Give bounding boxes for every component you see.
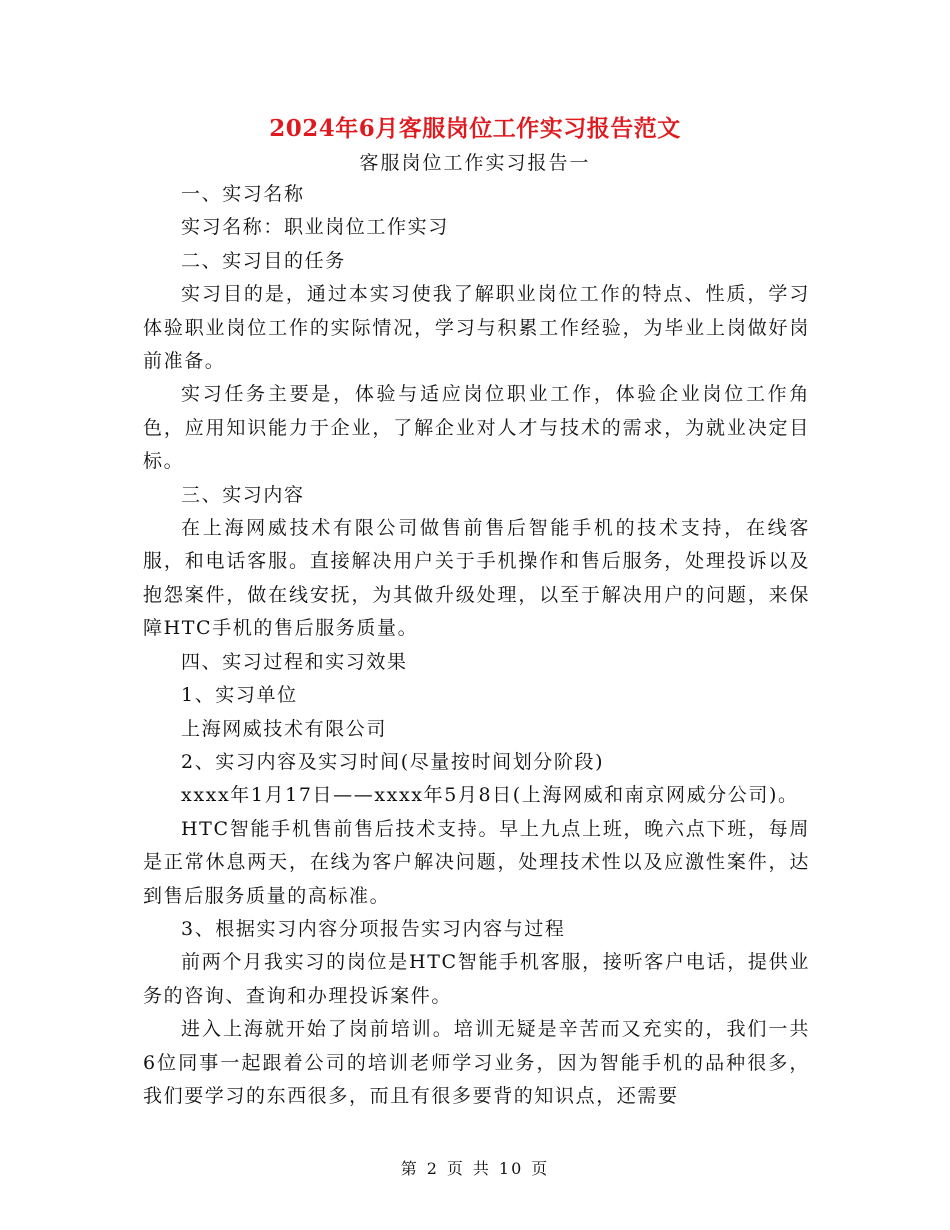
- paragraph: HTC智能手机售前售后技术支持。早上九点上班，晚六点下班，每周是正常休息两天，在线为客户解决问题，处理技术性以及应激性案件，达到售后服务质量的高标准。: [143, 817, 810, 907]
- paragraph: 在上海网威技术有限公司做售前售后智能手机的技术支持，在线客服，和电话客服。直接解决用户关于手机操作和售后服务，处理投诉以及抱怨案件，做在线安抚，为其做升级处理，以至于解决用户的问题，来保障HTC手机的售后服务质量。: [143, 517, 810, 640]
- paragraph: 实习名称：职业岗位工作实习: [181, 216, 449, 239]
- document-title: 2024年6月客服岗位工作实习报告范文: [269, 115, 681, 142]
- paragraph: 实习任务主要是，体验与适应岗位职业工作，体验企业岗位工作角色，应用知识能力于企业，了解企业对人才与技术的需求，为就业决定目标。: [143, 383, 810, 473]
- paragraph: 前两个月我实习的岗位是HTC智能手机客服，接听客户电话，提供业务的咨询、查询和办理投诉案件。: [143, 951, 810, 1007]
- footer-suffix: 页: [531, 1159, 550, 1178]
- document-body: [143, 178, 810, 1113]
- current-page-number: 2: [426, 1159, 439, 1178]
- total-page-count: 10: [498, 1159, 524, 1178]
- paragraph: xxxx年1月17日——xxxx年5月8日(上海网威和南京网威分公司)。: [181, 784, 799, 807]
- paragraph: 3、根据实习内容分项报告实习内容与过程: [181, 917, 566, 940]
- paragraph: 四、实习过程和实习效果: [181, 650, 408, 673]
- paragraph: 二、实习目的任务: [181, 249, 346, 272]
- paragraph: 一、实习名称: [181, 183, 305, 205]
- footer-total-word: 共: [472, 1159, 491, 1178]
- page-footer: [0, 1156, 950, 1179]
- paragraph: 上海网威技术有限公司: [181, 717, 388, 740]
- paragraph: 进入上海就开始了岗前培训。培训无疑是辛苦而又充实的，我们一共6位同事一起跟着公司的培训老师学习业务，因为智能手机的品种很多，我们要学习的东西很多，而且有很多要背的知识点，还需要: [143, 1018, 810, 1107]
- paragraph: 实习目的是，通过本实习使我了解职业岗位工作的特点、性质，学习体验职业岗位工作的实际情况，学习与积累工作经验，为毕业上岗做好岗前准备。: [143, 283, 810, 373]
- paragraph: 三、实习内容: [181, 483, 305, 506]
- paragraph: 2、实习内容及实习时间(尽量按时间划分阶段): [181, 750, 605, 773]
- paragraph: 1、实习单位: [181, 684, 298, 707]
- footer-prefix: 第: [400, 1159, 419, 1178]
- footer-page-word: 页: [446, 1159, 465, 1178]
- document-subtitle: 客服岗位工作实习报告一: [359, 152, 591, 174]
